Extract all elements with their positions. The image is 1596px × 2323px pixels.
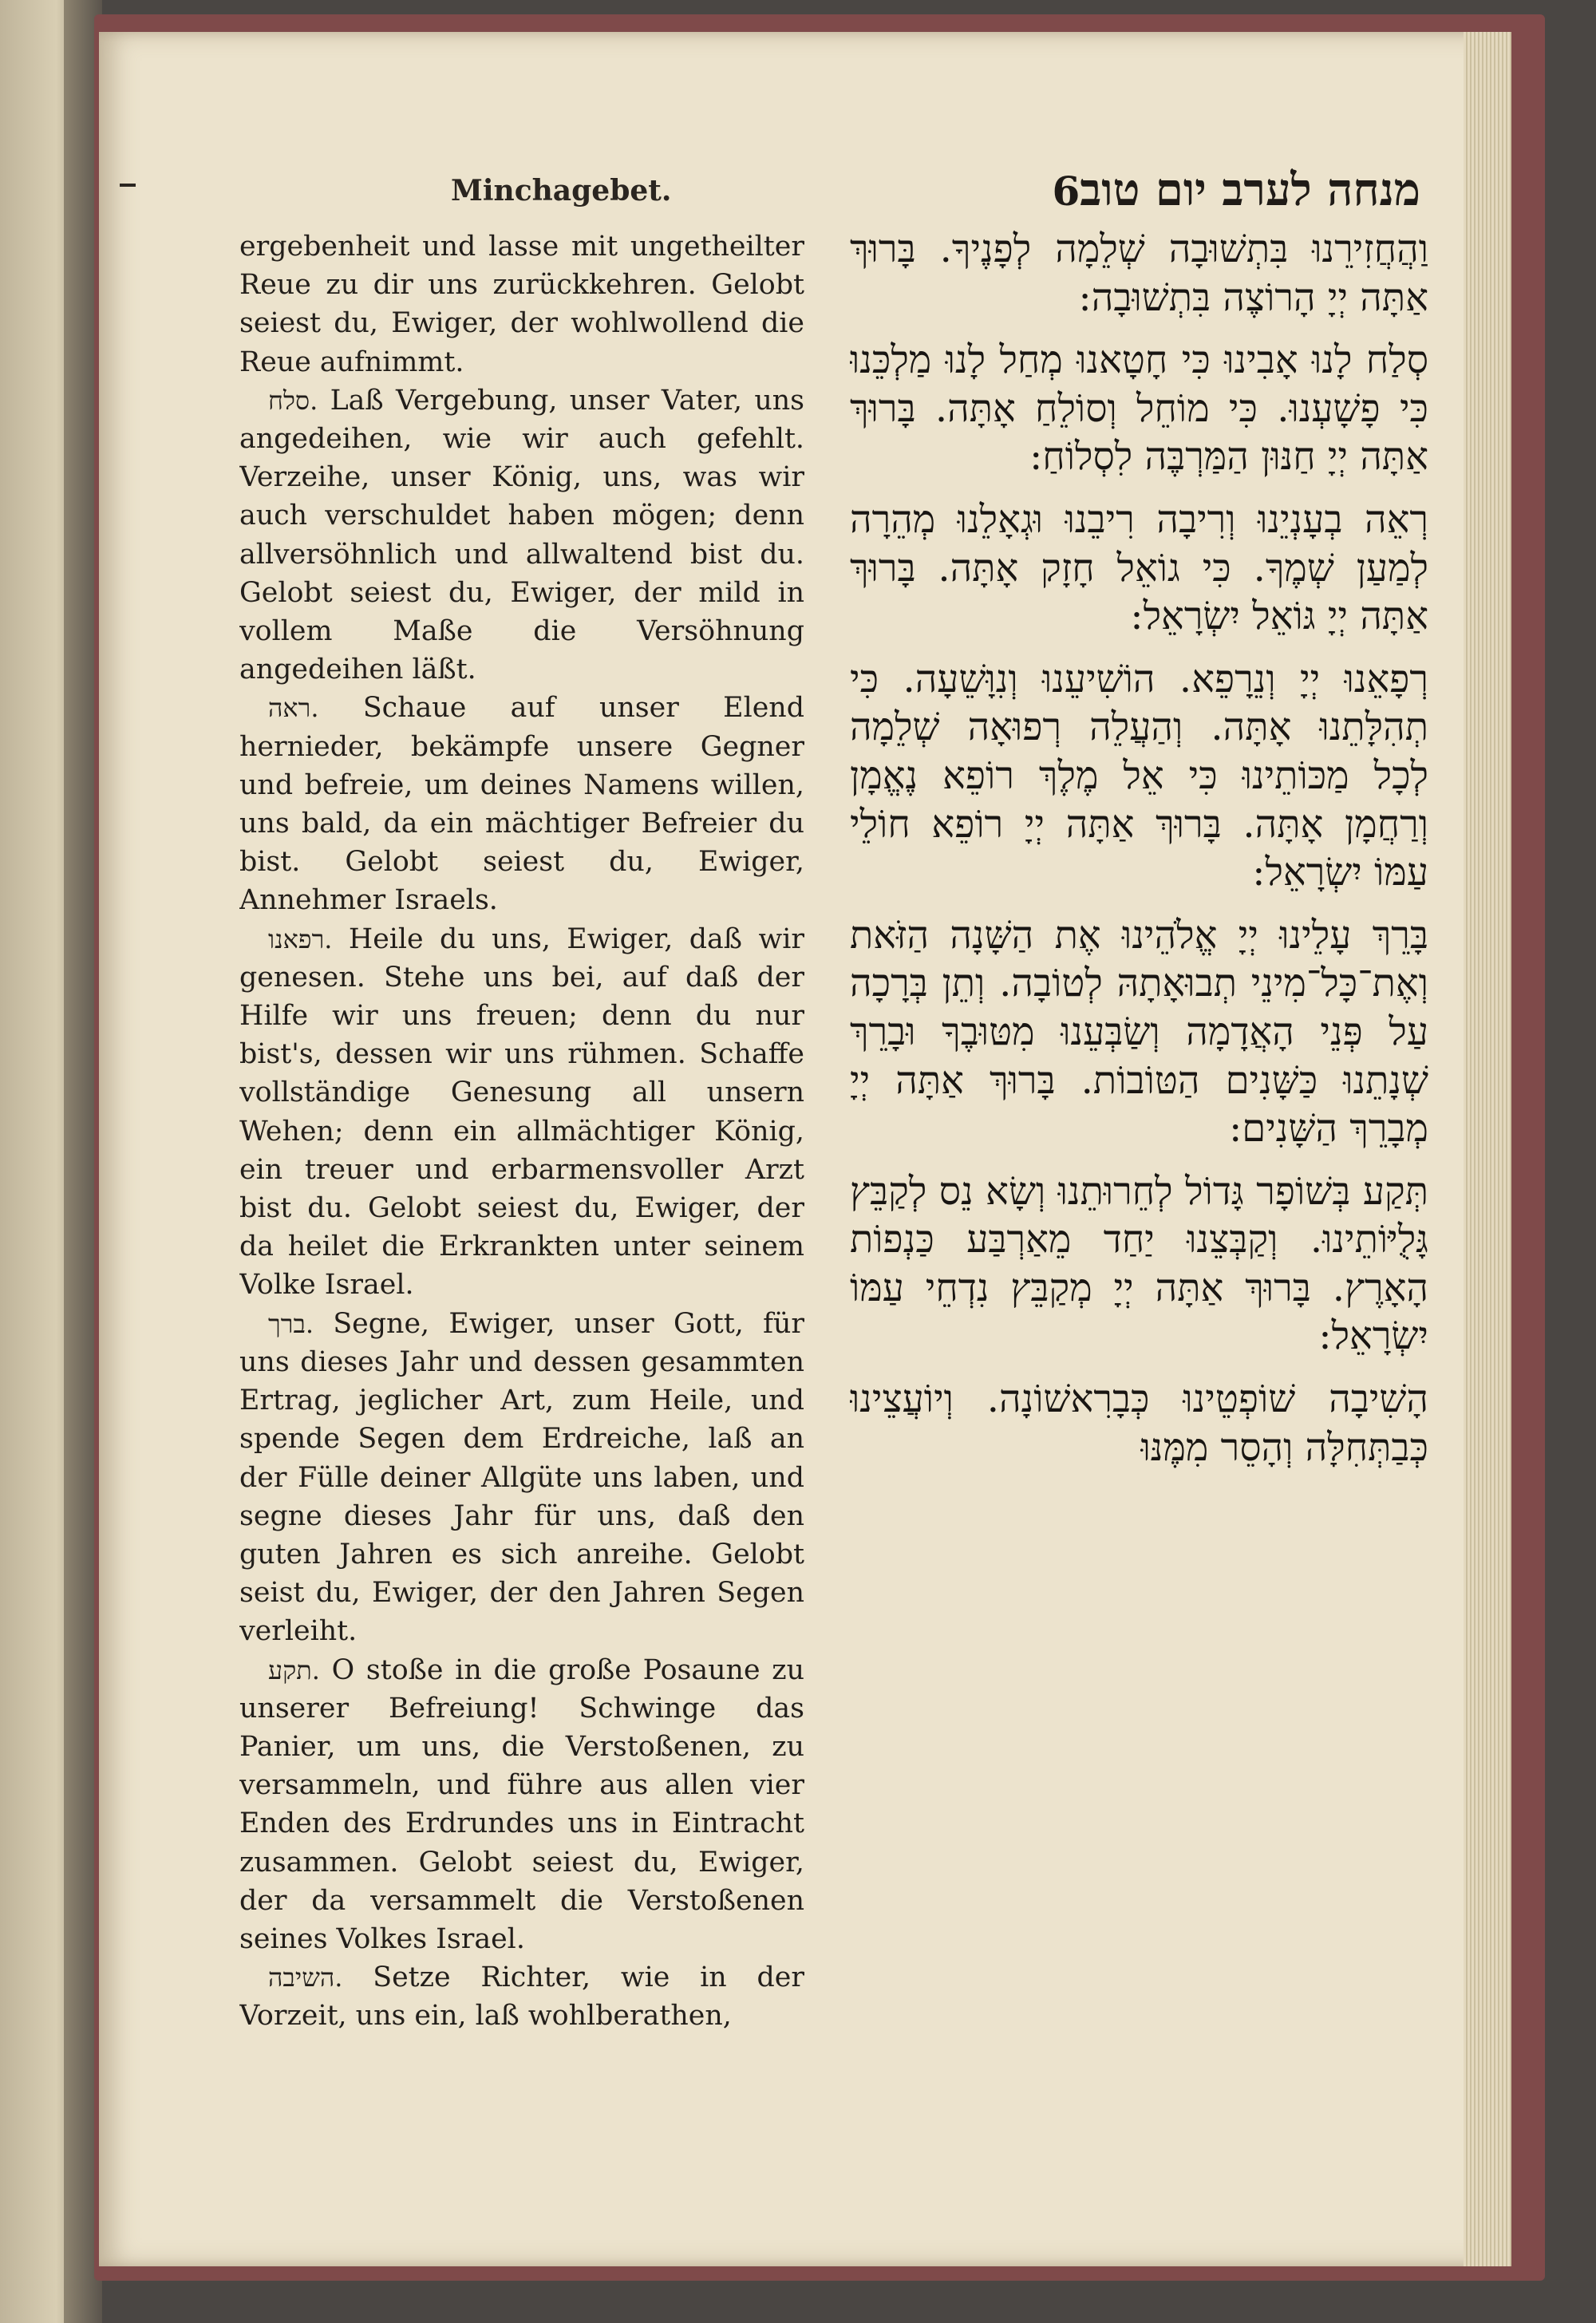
german-paragraph xyxy=(239,227,804,381)
german-paragraph xyxy=(239,1305,804,1651)
paragraph-text: Segne, Ewiger, unser Gott, für uns dieses Jahr und dessen gesammten Ertrag, jeglicher Art, zum Heile, und spende Segen dem Erdreiche, laß an der Fülle deiner Allgüte uns laben, und segne dieses Jahr für uns, daß den guten Jahren es sich anreihe. Gelobt seist du, Ewiger, der den Jahren Segen verleiht. xyxy=(239,1307,804,1648)
german-translation-column xyxy=(239,227,804,2103)
margin-mark xyxy=(120,184,136,187)
page-edges xyxy=(1464,32,1511,2266)
german-paragraph xyxy=(239,1958,804,2035)
paragraph-text: Schaue auf unser Elend hernieder, bekämpfe unsere Gegner und befreie, um deines Namens willen, uns bald, da ein mächtiger Befreier du bist. Gelobt seiest du, Ewiger, Annehmer Israels. xyxy=(239,692,804,917)
paragraph-text: Setze Richter, wie in der Vorzeit, uns ein, laß wohlberathen, xyxy=(239,1962,804,2033)
german-paragraph xyxy=(239,381,804,689)
paragraph-text: ergebenheit und lasse mit ungetheilter Reue zu dir uns zurückkehren. Gelobt seiest du, Ewiger, der wohlwollend die Reue aufnimmt. xyxy=(239,231,804,378)
paragraph-lead: סלח. xyxy=(268,385,318,416)
left-page-cover xyxy=(0,0,102,2323)
paragraph-lead: רפאנו. xyxy=(268,923,333,954)
paragraph-lead: תקע. xyxy=(268,1654,320,1685)
german-paragraph xyxy=(239,920,804,1305)
hebrew-paragraph: וַהֲחֲזִירֵנוּ בִּתְשׁוּבָה שְׁלֵמָה לְפָנֶיךָ. בָּרוּךְ אַתָּה יְיָ הָרוֹצֶה בִּתְשׁוּבָה: xyxy=(850,227,1428,320)
paragraph-lead: ראה. xyxy=(268,693,319,724)
running-head-hebrew xyxy=(910,164,1420,216)
hebrew-paragraph: בָּרֵךְ עָלֵינוּ יְיָ אֱלֹהֵינוּ אֶת הַשָּׁנָה הַזֹּאת וְאֶת־כָּל־מִינֵי תְבוּאָתָהּ לְטוֹבָה. וְתֵן בְּרָכָה עַל פְּנֵי הָאֲדָמָה וְשַׂבְּעֵנוּ מִטּוּבֶךָ וּבָרֵךְ שְׁנָתֵנוּ כַּשָּׁנִים הַטּוֹבוֹת. בָּרוּךְ אַתָּה יְיָ מְבָרֵךְ הַשָּׁנִים: xyxy=(850,912,1428,1152)
hebrew-title: מנחה לערב יום טוב xyxy=(1080,164,1420,216)
paragraph-lead: השיבה. xyxy=(268,1962,343,1993)
running-head-german: Minchagebet. xyxy=(451,174,672,207)
paragraph-lead: ברך. xyxy=(268,1308,314,1339)
paragraph-text: Heile du uns, Ewiger, daß wir genesen. Stehe uns bei, auf daß der Hilfe wir uns freuen; denn du nur bist's, dessen wir uns rühmen. Schaffe vollständige Genesung all unsern Wehen; denn ein allmächtiger König, ein treuer und erbarmensvoller Arzt bist du. Gelobt seiest du, Ewiger, der da heilet die Erkrankten unter seinem Volke Israel. xyxy=(239,922,804,1302)
hebrew-paragraph: סְלַח לָנוּ אָבִינוּ כִּי חָטָאנוּ מְחַל לָנוּ מַלְכֵּנוּ כִּי פָשָׁעְנוּ. כִּי מוֹחֵל וְסוֹלֵחַ אָתָּה. בָּרוּךְ אַתָּה יְיָ חַנּוּן הַמַּרְבֶּה לִסְלוֹחַ: xyxy=(850,338,1428,480)
hebrew-paragraph: הָשִׁיבָה שׁוֹפְטֵינוּ כְּבָרִאשׁוֹנָה. וְיוֹעֲצֵינוּ כְּבַתְּחִלָּה וְהָסֵר מִמֶּנּוּ xyxy=(850,1377,1428,1470)
paragraph-text: O stoße in die große Posaune zu unserer Befreiung! Schwinge das Panier, um uns, die Verstoßenen, zu versammeln, und führe aus allen vier Enden des Erdrundes uns in Eintracht zusammen. Gelobt seiest du, Ewiger, der da versammelt die Verstoßenen seines Volkes Israel. xyxy=(239,1653,804,1955)
german-paragraph xyxy=(239,1651,804,1959)
hebrew-paragraph: רְאֵה בְעָנְיֵנוּ וְרִיבָה רִיבֵנוּ וּגְאָלֵנוּ מְהֵרָה לְמַעַן שְׁמֶךָ. כִּי גוֹאֵל חָזָק אָתָּה. בָּרוּךְ אַתָּה יְיָ גּוֹאֵל יִשְׂרָאֵל: xyxy=(850,496,1428,639)
german-paragraph xyxy=(239,689,804,919)
hebrew-paragraph: רְפָאֵנוּ יְיָ וְנֵרָפֵא. הוֹשִׁיעֵנוּ וְנִוָּשֵׁעָה. כִּי תְהִלָּתֵנוּ אָתָּה. וְהַעֲלֵה רְפוּאָה שְׁלֵמָה לְכָל מַכּוֹתֵינוּ כִּי אֵל מֶלֶךְ רוֹפֵא נֶאֱמָן וְרַחֲמָן אָתָּה. בָּרוּךְ אַתָּה יְיָ רוֹפֵא חוֹלֵי עַמּוֹ יִשְׂרָאֵל: xyxy=(850,656,1428,895)
paragraph-text: Laß Vergebung, unser Vater, uns angedeihen, wie wir auch gefehlt. Verzeihe, unser König, uns, was wir auch verschuldet haben mögen; denn allversöhnlich und allwaltend bist du. Gelobt seiest du, Ewiger, der mild in vollem Maße die Versöhnung angedeihen läßt. xyxy=(239,384,804,686)
page-number: 6 xyxy=(1052,168,1080,215)
hebrew-prayer-column xyxy=(850,225,1428,2108)
hebrew-paragraph: תְּקַע בְּשׁוֹפָר גָּדוֹל לְחֵרוּתֵנוּ וְשָׂא נֵס לְקַבֵּץ גָּלֻיּוֹתֵינוּ. וְקַבְּצֵנוּ יַחַד מֵאַרְבַּע כַּנְפוֹת הָאָרֶץ. בָּרוּךְ אַתָּה יְיָ מְקַבֵּץ נִדְחֵי עַמּוֹ יִשְׂרָאֵל: xyxy=(850,1168,1428,1359)
